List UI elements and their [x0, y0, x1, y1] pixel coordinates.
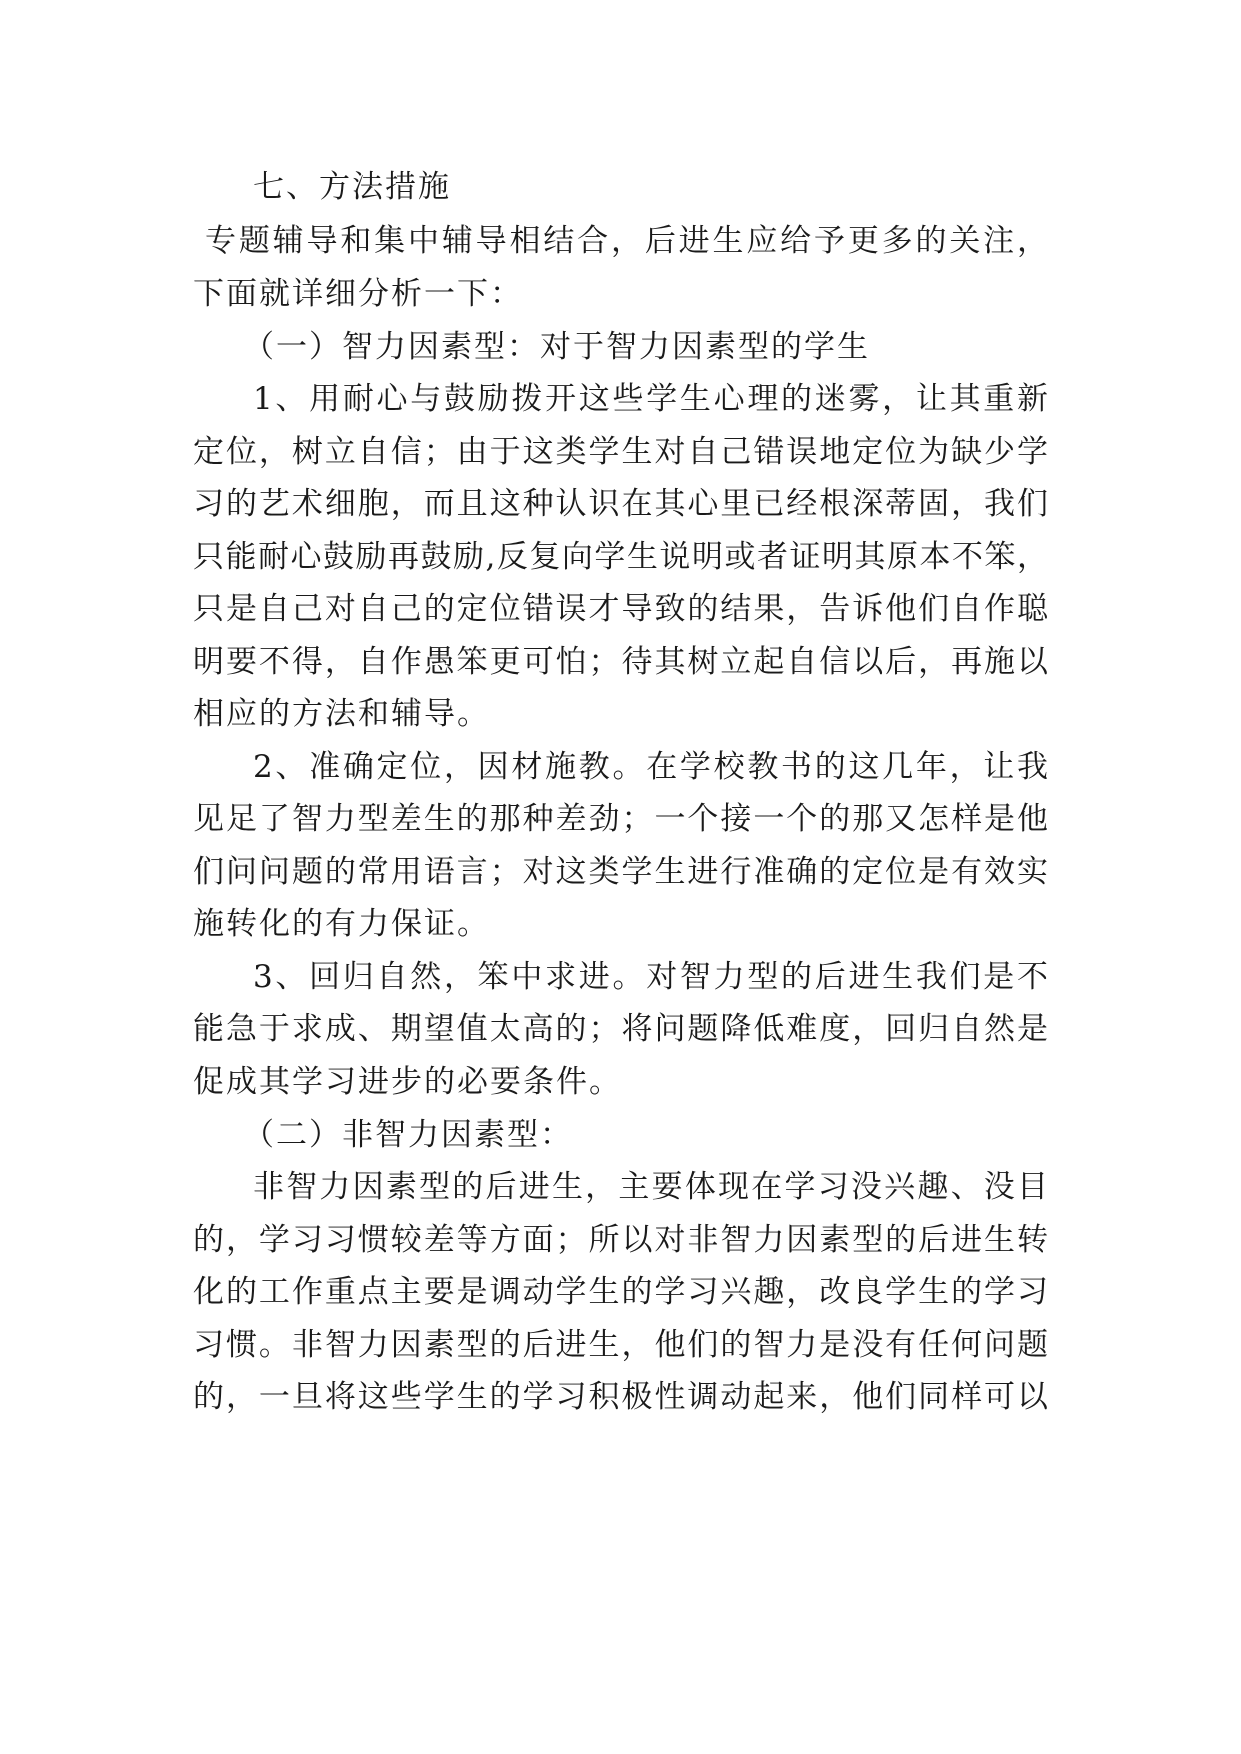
paragraph-line: 相应的方法和辅导。 — [193, 696, 490, 732]
paragraph-line: 明要不得，自作愚笨更可怕；待其树立起自信以后，再施以 — [193, 644, 1048, 680]
paragraph-line: 专题辅导和集中辅导相结合，后进生应给予更多的关注， — [205, 223, 1048, 259]
paragraph-line: 2、准确定位，因材施教。在学校教书的这几年，让我 — [253, 749, 1048, 785]
paragraph-line: 1、用耐心与鼓励拨开这些学生心理的迷雾，让其重新 — [253, 381, 1048, 417]
paragraph-line: 习惯。非智力因素型的后进生，他们的智力是没有任何问题 — [193, 1327, 1048, 1363]
paragraph-line: 的，一旦将这些学生的学习积极性调动起来，他们同样可以 — [193, 1379, 1048, 1415]
paragraph-line: 能急于求成、期望值太高的；将问题降低难度，回归自然是 — [193, 1011, 1048, 1047]
subsection-heading: （二）非智力因素型： — [243, 1117, 573, 1153]
paragraph-line: 化的工作重点主要是调动学生的学习兴趣，改良学生的学习 — [193, 1274, 1048, 1310]
paragraph-line: 3、回归自然，笨中求进。对智力型的后进生我们是不 — [253, 959, 1048, 995]
paragraph-line: 定位，树立自信；由于这类学生对自己错误地定位为缺少学 — [193, 434, 1048, 470]
paragraph-line: 习的艺术细胞，而且这种认识在其心里已经根深蒂固，我们 — [193, 486, 1048, 522]
paragraph-line: 的，学习习惯较差等方面；所以对非智力因素型的后进生转 — [193, 1222, 1048, 1258]
paragraph-line: 见足了智力型差生的那种差劲；一个接一个的那又怎样是他 — [193, 801, 1048, 837]
paragraph-line: 只是自己对自己的定位错误才导致的结果，告诉他们自作聪 — [193, 591, 1048, 627]
subsection-heading: （一）智力因素型：对于智力因素型的学生 — [243, 329, 870, 365]
paragraph-line: 下面就详细分析一下： — [193, 276, 523, 312]
paragraph-line: 非智力因素型的后进生，主要体现在学习没兴趣、没目 — [253, 1169, 1048, 1205]
paragraph-line: 们问问题的常用语言；对这类学生进行准确的定位是有效实 — [193, 854, 1048, 890]
section-heading: 七、方法措施 — [253, 169, 451, 205]
paragraph-line: 促成其学习进步的必要条件。 — [193, 1064, 622, 1100]
paragraph-line: 施转化的有力保证。 — [193, 906, 490, 942]
paragraph-line: 只能耐心鼓励再鼓励,反复向学生说明或者证明其原本不笨， — [193, 539, 1048, 575]
